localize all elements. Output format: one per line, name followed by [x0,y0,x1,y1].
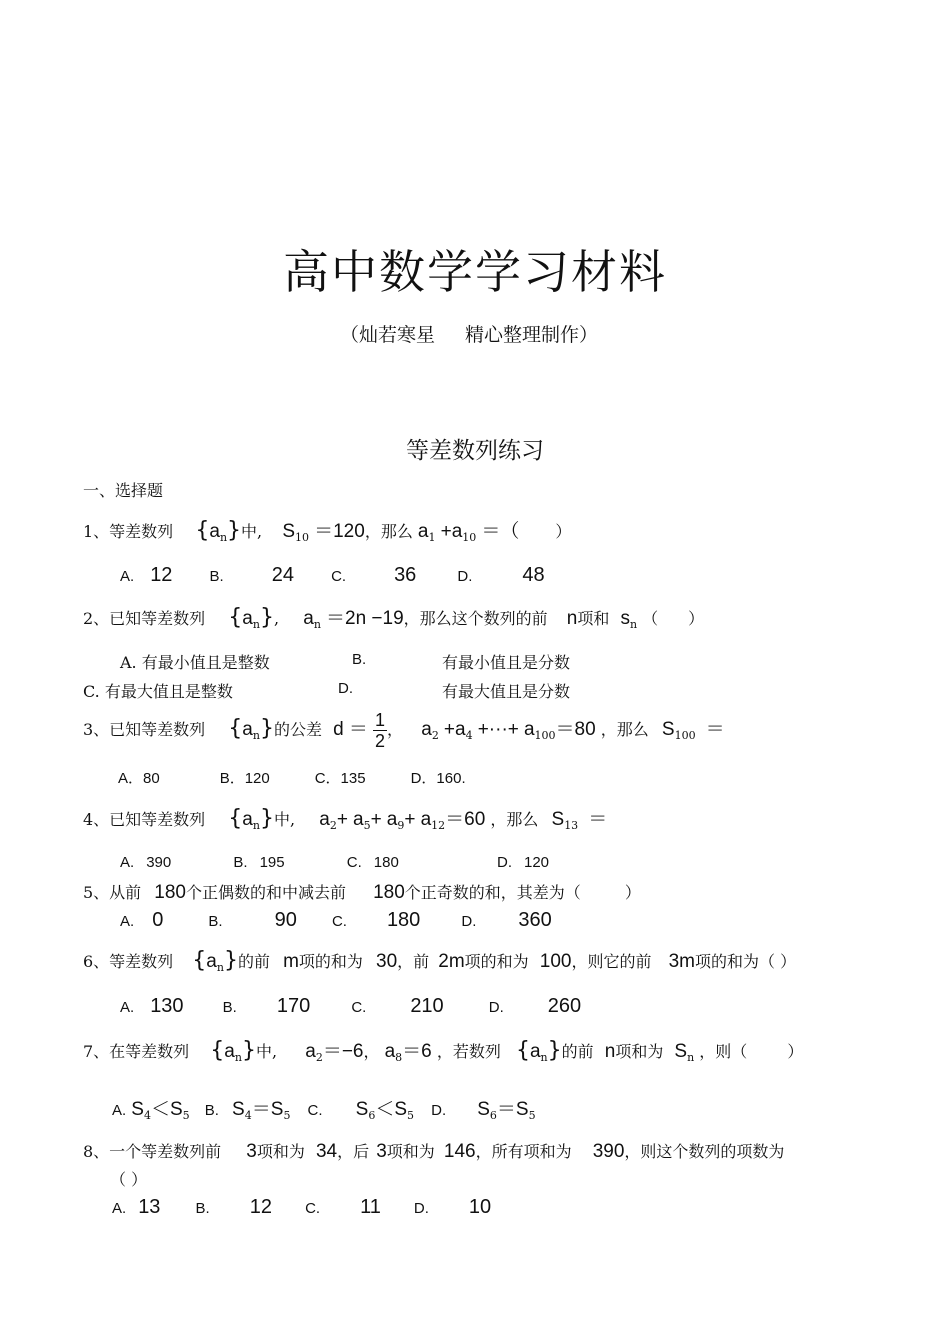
question-6: 6、等差数列 $\{a_n\}$的前 m项的和为 30，前 2m项的和为 100，则它的前 3m项的和为（ ） [83,948,797,974]
q2-option-d-label: D. [338,680,353,697]
question-2: 2、已知等差数列 $\{a_n\}$, $a_n =2n -19$，那么这个数列的前 n项和 $s_n$ （ ） [83,605,705,631]
q3-options: A．80 B．120 C．135 D．160. [118,770,466,787]
document-title: 高中数学学习材料 [283,245,667,299]
q5-options: A. 0 B. 90 C. 180 D. 360 [120,909,552,931]
q6-options: A. 130 B. 170 C. 210 D. 260 [120,995,582,1017]
q8-paren: （ ） [110,1170,148,1189]
q1-label: 1、等差数列 [83,522,174,541]
question-7: 7、在等差数列 $\{a_n\}$中, $a_2=-6$， $a_8=6$ ，若数列 $\{a_n\}$的前 n项和为 $S_n$ ，则（ ） [83,1038,804,1064]
question-1: 1、等差数列 $\{a_n\}$中, $S_{10} =120$，那么 $a_1 +a_{10}$ ＝（ ） [83,518,572,544]
q8-options: A. 13 B. 12 C. 11 D. 10 [112,1196,492,1218]
q7-options: A. $S_4<S_5$ B. $S_4=S_5$ C. $S_6<S_5$ D. $S_6=S_5$ [112,1099,536,1122]
section-heading: 一、选择题 [83,481,164,500]
question-8: 8、一个等差数列前 3项和为 34，后 3项和为 146，所有项和为 390，则这个数列的项数为 [83,1141,785,1162]
q2-option-d: 有最大值且是分数 [442,682,571,701]
subtitle-part-b: 精心整理制作） [465,324,599,346]
q2-option-b-label: B. [352,651,367,668]
document-subtitle [340,320,598,347]
question-3: 3、已知等差数列 $\{a_n\}$的公差 d ＝ $\frac{1}{2}$ ， $a_2 +a_4$ +···+ $a_{100}=80$ ，那么 $S_{100}$ ＝ [83,710,725,751]
question-5: 5、从前 180个正偶数的和中减去前 180个正奇数的和，其差为（ ） [83,882,641,903]
q2-option-a: A. 有最小值且是整数 [120,653,270,672]
q2-option-c: C. 有最大值且是整数 [83,682,233,701]
subtitle-part-a: （灿若寒星 [340,324,436,346]
q2-option-b: 有最小值且是分数 [442,653,571,672]
question-4: 4、已知等差数列 $\{a_n\}$中, $a_2+ a_5+ a_9+ a_{12}=60$ ，那么 $S_{13}$ ＝ [83,806,608,832]
q4-options: A. 390 B. 195 C. 180 D. 120 [120,854,550,871]
section-title: 等差数列练习 [406,438,544,464]
fraction-one-half: $\frac{1}{2}$ [375,710,386,751]
q1-options: A. 12 B. 24 C. 36 D. 48 [120,564,545,586]
